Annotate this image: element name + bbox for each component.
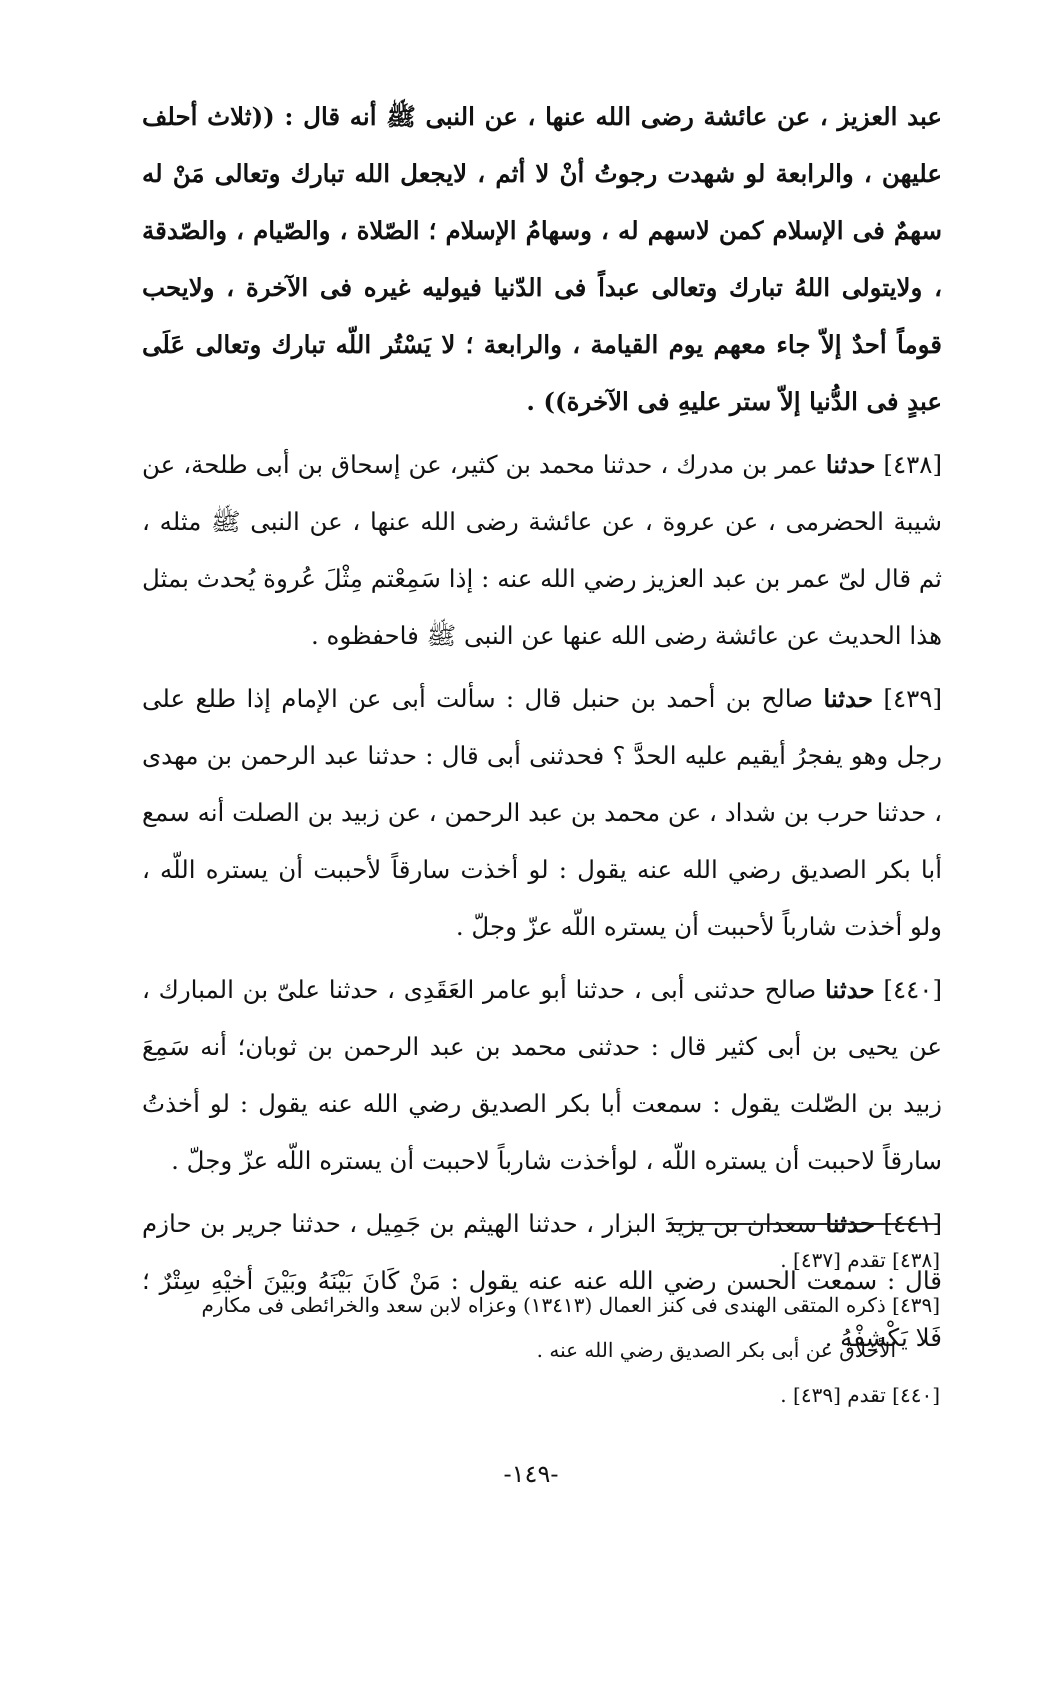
hadith-number: [٤٣٨] bbox=[883, 450, 943, 479]
paragraph-437-continuation bbox=[142, 88, 942, 430]
footnotes bbox=[118, 1238, 940, 1418]
hadith-label: حدثنا bbox=[825, 450, 876, 479]
footnote-438: [٤٣٨] تقدم [٤٣٧] . bbox=[780, 1248, 940, 1272]
hadith-number: [٤٤١] bbox=[883, 1209, 942, 1238]
footnote-divider bbox=[668, 1223, 940, 1225]
hadith-label: حدثنا bbox=[824, 975, 875, 1004]
hadith-label: حدثنا bbox=[823, 684, 874, 713]
paragraph-text: صالح بن أحمد بن حنبل قال : سألت أبى عن الإمام إذا طلع على رجل وهو يفجرُ أيقيم عليه الحدَّ ؟ فحدثنى أبى قال : حدثنا عبد الرحمن بن مهدى ، حدثنا حرب بن شداد ، عن محمد بن عبد الرحمن ، عن زبيد بن الصلت أنه سمع أبا بكر الصديق رضي الله عنه يقول : لو أخذت سارقاً لأحببت أن يستره اللّه ، ولو أخذت شارباً لأحببت أن يستره اللّه عزّ وجلّ . bbox=[142, 684, 942, 941]
main-text bbox=[142, 88, 942, 1366]
page-number: -١٤٩- bbox=[503, 1460, 559, 1488]
paragraph-text: عمر بن مدرك ، حدثنا محمد بن كثير، عن إسحاق بن أبى طلحة، عن شيبة الحضرمى ، عن عروة ، عن عائشة رضى الله عنها ، عن النبى ﷺ مثله ، ثم قال لىّ عمر بن عبد العزيز رضي الله عنه : إذا سَمِعْتم مِثْلَ عُروة يُحدث بمثل هذا الحديث عن عائشة رضى الله عنها عن النبى ﷺ فاحفظوه . bbox=[142, 450, 942, 650]
footnote-439-continuation: الأخلاق عن أبى بكر الصديق رضي الله عنه . bbox=[536, 1338, 896, 1362]
hadith-number: [٤٤٠] bbox=[883, 975, 942, 1004]
paragraph-438 bbox=[142, 436, 942, 664]
hadith-label: حدثنا bbox=[825, 1209, 875, 1238]
paragraph-text: عبد العزيز ، عن عائشة رضى الله عنها ، عن النبى ﷺ أنه قال : ((ثلاث أحلف عليهن ، والرابعة لو شهدت رجوتُ أنْ لا أثم ، لايجعل الله تبارك وتعالى مَنْ له سهمٌ فى الإسلام كمن لاسهم له ، وسهامُ الإسلام ؛ الصّلاة ، والصّيام ، والصّدقة ، ولايتولى اللهُ تبارك وتعالى عبداً فى الدّنيا فيوليه غيره فى الآخرة ، ولايحب قوماً أحدٌ إلاّ جاء معهم يوم القيامة ، والرابعة ؛ لا يَسْتُر اللّه تبارك وتعالى عَلَى عبدٍ فى الدُّنيا إلاّ ستر عليهِ فى الآخرة)) . bbox=[142, 102, 942, 416]
footnote-440: [٤٤٠] تقدم [٤٣٩] . bbox=[780, 1383, 940, 1407]
paragraph-439 bbox=[142, 670, 942, 955]
footnote-439: [٤٣٩] ذكره المتقى الهندى فى كنز العمال (١٣٤١٣) وعزاه لابن سعد والخرائطى فى مكارم bbox=[201, 1293, 940, 1317]
paragraph-440 bbox=[142, 961, 942, 1189]
paragraph-text: سعدان بن يزيدَ البزار ، حدثنا الهيثم بن جَمِيل ، حدثنا جرير بن حازم قال : سمعت الحسن رضي الله عنه عنه يقول : مَنْ كَانَ بَيْنَهُ وبَيْنَ أخيْهِ سِتْرٌ ؛ فَلا يَكْشِفْهُ . bbox=[142, 1209, 942, 1352]
hadith-number: [٤٣٩] bbox=[883, 684, 942, 713]
paragraph-text: صالح حدثنى أبى ، حدثنا أبو عامر العَقَدِى ، حدثنا علىّ بن المبارك ، عن يحيى بن أبى كثير قال : حدثنى محمد بن عبد الرحمن بن ثوبان؛ أنه سَمِعَ زبيد بن الصّلت يقول : سمعت أبا بكر الصديق رضي الله عنه يقول : لو أخذتُ سارقاً لاحببت أن يستره اللّه ، لوأخذت شارباً لاحببت أن يستره اللّه عزّ وجلّ . bbox=[142, 975, 942, 1175]
